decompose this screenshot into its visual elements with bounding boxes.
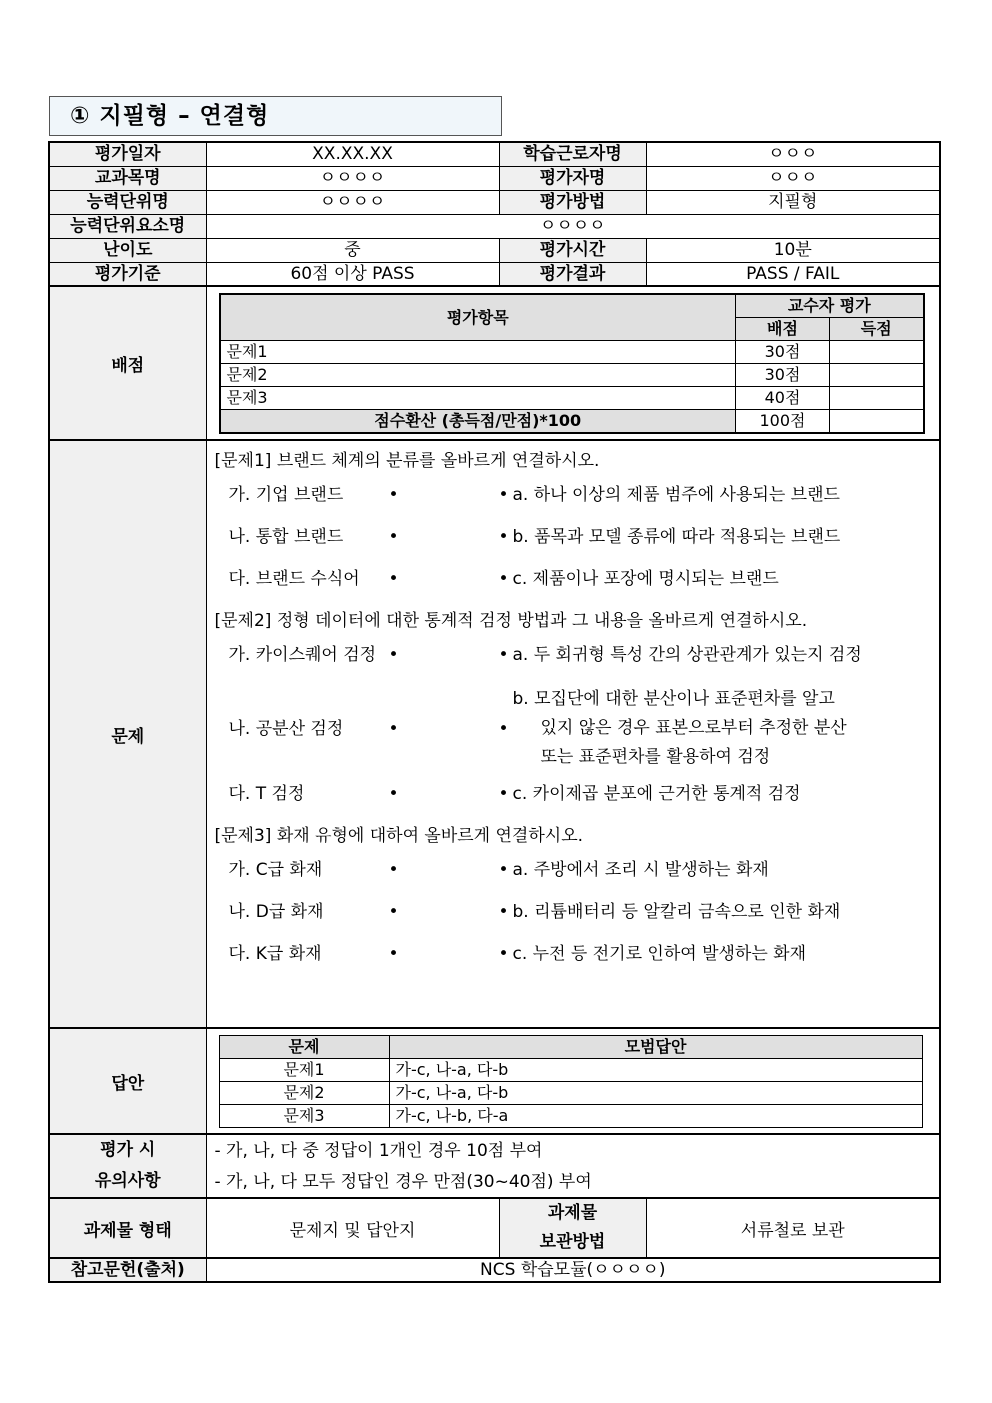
scoring-label: 배점 (49, 286, 206, 440)
scoring-alloc: 30점 (736, 341, 830, 364)
bullet-icon[interactable]: • (498, 527, 509, 547)
answer-question: 문제1 (219, 1059, 389, 1082)
scoring-alloc: 30점 (736, 364, 830, 387)
notes-cell (206, 1134, 940, 1198)
match-left: 다. K급 화재 (228, 944, 322, 964)
bullet-icon[interactable]: • (498, 902, 509, 922)
match-row (215, 858, 932, 882)
row-eval-date (49, 142, 940, 166)
match-left: 가. C급 화재 (228, 860, 323, 880)
total-score-field[interactable] (830, 410, 924, 434)
scoring-row (220, 364, 924, 387)
time-label: 평가시간 (499, 238, 646, 262)
storage-label-line: 보관방법 (539, 1232, 606, 1252)
row-subject (49, 166, 940, 190)
bullet-icon[interactable]: • (498, 860, 509, 880)
notes-label-line: 평가 시 (100, 1140, 156, 1160)
bullet-icon[interactable]: • (388, 860, 399, 880)
section-title: ① 지필형 – 연결형 (49, 96, 502, 136)
storage-value: 서류철로 보관 (646, 1198, 940, 1258)
evaluator-value: ㅇㅇㅇ (646, 166, 940, 190)
match-row (215, 900, 932, 924)
eval-date-label: 평가일자 (49, 142, 206, 166)
match-left: 가. 카이스퀘어 검정 (228, 645, 377, 665)
bullet-icon[interactable]: • (388, 902, 399, 922)
question-1-title: [문제1] 브랜드 체계의 분류를 올바르게 연결하시오. (214, 451, 600, 471)
reference-label: 참고문헌(출처) (49, 1258, 206, 1282)
scoring-score-field[interactable] (830, 341, 924, 364)
header-model-answer: 모범답안 (389, 1036, 922, 1059)
match-right: c. 누전 등 전기로 인하여 발생하는 화재 (512, 944, 807, 964)
match-left: 나. 공분산 검정 (228, 718, 344, 739)
eval-date-value: XX.XX.XX (206, 142, 499, 166)
match-right-multiline (513, 685, 932, 772)
row-element (49, 214, 940, 238)
bullet-icon[interactable]: • (498, 485, 509, 505)
bullet-icon[interactable]: • (388, 718, 399, 739)
bullet-icon[interactable]: • (498, 944, 509, 964)
match-left: 다. T 검정 (228, 784, 305, 804)
scoring-alloc: 40점 (736, 387, 830, 410)
deliverable-form-label: 과제물 형태 (49, 1198, 206, 1258)
answer-question: 문제3 (219, 1105, 389, 1128)
header-score: 득점 (830, 318, 924, 341)
note-item: - 가, 나, 다 모두 정답인 경우 만점(30~40점) 부여 (214, 1172, 592, 1192)
total-label: 점수환산 (총득점/만점)*100 (220, 410, 736, 434)
notes-label-line: 유의사항 (94, 1171, 161, 1191)
bullet-icon[interactable]: • (388, 784, 399, 804)
scoring-score-field[interactable] (830, 387, 924, 410)
match-left: 나. D급 화재 (228, 902, 324, 922)
scoring-item: 문제1 (220, 341, 736, 364)
bullet-icon[interactable]: • (388, 944, 399, 964)
answer-value: 가-c, 나-b, 다-a (389, 1105, 922, 1128)
match-left: 다. 브랜드 수식어 (228, 569, 360, 589)
note-item: - 가, 나, 다 중 정답이 1개인 경우 10점 부여 (214, 1141, 543, 1161)
bullet-icon[interactable]: • (388, 569, 399, 589)
match-right: c. 카이제곱 분포에 근거한 통계적 검정 (512, 784, 801, 804)
scoring-row (220, 387, 924, 410)
match-right-line: b. 모집단에 대한 분산이나 표준편차를 알고 (512, 689, 835, 709)
total-alloc: 100점 (736, 410, 830, 434)
bullet-icon[interactable]: • (498, 784, 509, 804)
question-2-title: [문제2] 정형 데이터에 대한 통계적 검정 방법과 그 내용을 올바르게 연결하시오. (214, 611, 808, 631)
evaluator-label: 평가자명 (499, 166, 646, 190)
bullet-icon[interactable]: • (498, 645, 509, 665)
scoring-cell (206, 286, 940, 440)
answers-cell (206, 1028, 940, 1134)
scoring-table (219, 293, 925, 434)
scoring-item: 문제2 (220, 364, 736, 387)
learner-value: ㅇㅇㅇ (646, 142, 940, 166)
match-row (215, 525, 932, 549)
unit-label: 능력단위명 (49, 190, 206, 214)
subject-value: ㅇㅇㅇㅇ (206, 166, 499, 190)
match-left: 나. 통합 브랜드 (228, 527, 344, 547)
bullet-icon[interactable]: • (388, 527, 399, 547)
row-difficulty (49, 238, 940, 262)
criteria-label: 평가기준 (49, 262, 206, 286)
match-row (215, 942, 932, 966)
answers-table (219, 1035, 923, 1128)
header-alloc: 배점 (736, 318, 830, 341)
match-row (215, 567, 932, 591)
deliverable-form-value: 문제지 및 답안지 (206, 1198, 499, 1258)
match-right: b. 리튬배터리 등 알칼리 금속으로 인한 화재 (512, 902, 841, 922)
header-question: 문제 (219, 1036, 389, 1059)
bullet-icon[interactable]: • (388, 485, 399, 505)
match-right-line: 또는 표준편차를 활용하여 검정 (540, 747, 771, 767)
match-left: 가. 기업 브랜드 (228, 485, 344, 505)
reference-value: NCS 학습모듈(ㅇㅇㅇㅇ) (206, 1258, 940, 1282)
answer-value: 가-c, 나-a, 다-b (389, 1059, 922, 1082)
match-right: a. 두 회귀형 특성 간의 상관관계가 있는지 검정 (512, 645, 862, 665)
evaluation-form-table (48, 141, 941, 1283)
questions-cell (206, 440, 940, 1028)
match-row (215, 483, 932, 507)
criteria-value: 60점 이상 PASS (206, 262, 499, 286)
question-3-title: [문제3] 화재 유형에 대하여 올바르게 연결하시오. (214, 826, 584, 846)
learner-label: 학습근로자명 (499, 142, 646, 166)
header-item: 평가항목 (220, 294, 736, 341)
difficulty-label: 난이도 (49, 238, 206, 262)
scoring-total-row (220, 410, 924, 434)
storage-label (499, 1198, 646, 1258)
storage-label-line: 과제물 (547, 1203, 598, 1223)
answer-row (219, 1082, 922, 1105)
match-right: b. 품목과 모델 종류에 따라 적용되는 브랜드 (512, 527, 841, 547)
row-scoring (49, 286, 940, 440)
match-row (215, 685, 932, 772)
row-unit (49, 190, 940, 214)
match-right-line: 있지 않은 경우 표본으로부터 추정한 분산 (540, 718, 847, 738)
time-value: 10분 (646, 238, 940, 262)
match-right: a. 하나 이상의 제품 범주에 사용되는 브랜드 (512, 485, 840, 505)
difficulty-value: 중 (206, 238, 499, 262)
match-row (215, 643, 932, 667)
match-row (215, 782, 932, 806)
method-label: 평가방법 (499, 190, 646, 214)
match-right: c. 제품이나 포장에 명시되는 브랜드 (512, 569, 779, 589)
subject-label: 교과목명 (49, 166, 206, 190)
element-label: 능력단위요소명 (49, 214, 206, 238)
bullet-icon[interactable]: • (388, 645, 399, 665)
bullet-icon[interactable]: • (498, 569, 509, 589)
answer-question: 문제2 (219, 1082, 389, 1105)
answer-row (219, 1059, 922, 1082)
scoring-item: 문제3 (220, 387, 736, 410)
answer-value: 가-c, 나-a, 다-b (389, 1082, 922, 1105)
result-label: 평가결과 (499, 262, 646, 286)
answers-label: 답안 (49, 1028, 206, 1134)
result-value: PASS / FAIL (646, 262, 940, 286)
scoring-score-field[interactable] (830, 364, 924, 387)
match-right: a. 주방에서 조리 시 발생하는 화재 (512, 860, 769, 880)
row-criteria (49, 262, 940, 286)
header-prof: 교수자 평가 (736, 294, 924, 318)
row-notes (49, 1134, 940, 1198)
row-questions (49, 440, 940, 1028)
row-reference (49, 1258, 940, 1282)
row-deliverable (49, 1198, 940, 1258)
unit-value: ㅇㅇㅇㅇ (206, 190, 499, 214)
method-value: 지필형 (646, 190, 940, 214)
row-answers (49, 1028, 940, 1134)
answer-row (219, 1105, 922, 1128)
scoring-row (220, 341, 924, 364)
element-value: ㅇㅇㅇㅇ (206, 214, 940, 238)
bullet-icon[interactable]: • (498, 718, 509, 739)
questions-label: 문제 (49, 440, 206, 1028)
notes-label (49, 1134, 206, 1198)
